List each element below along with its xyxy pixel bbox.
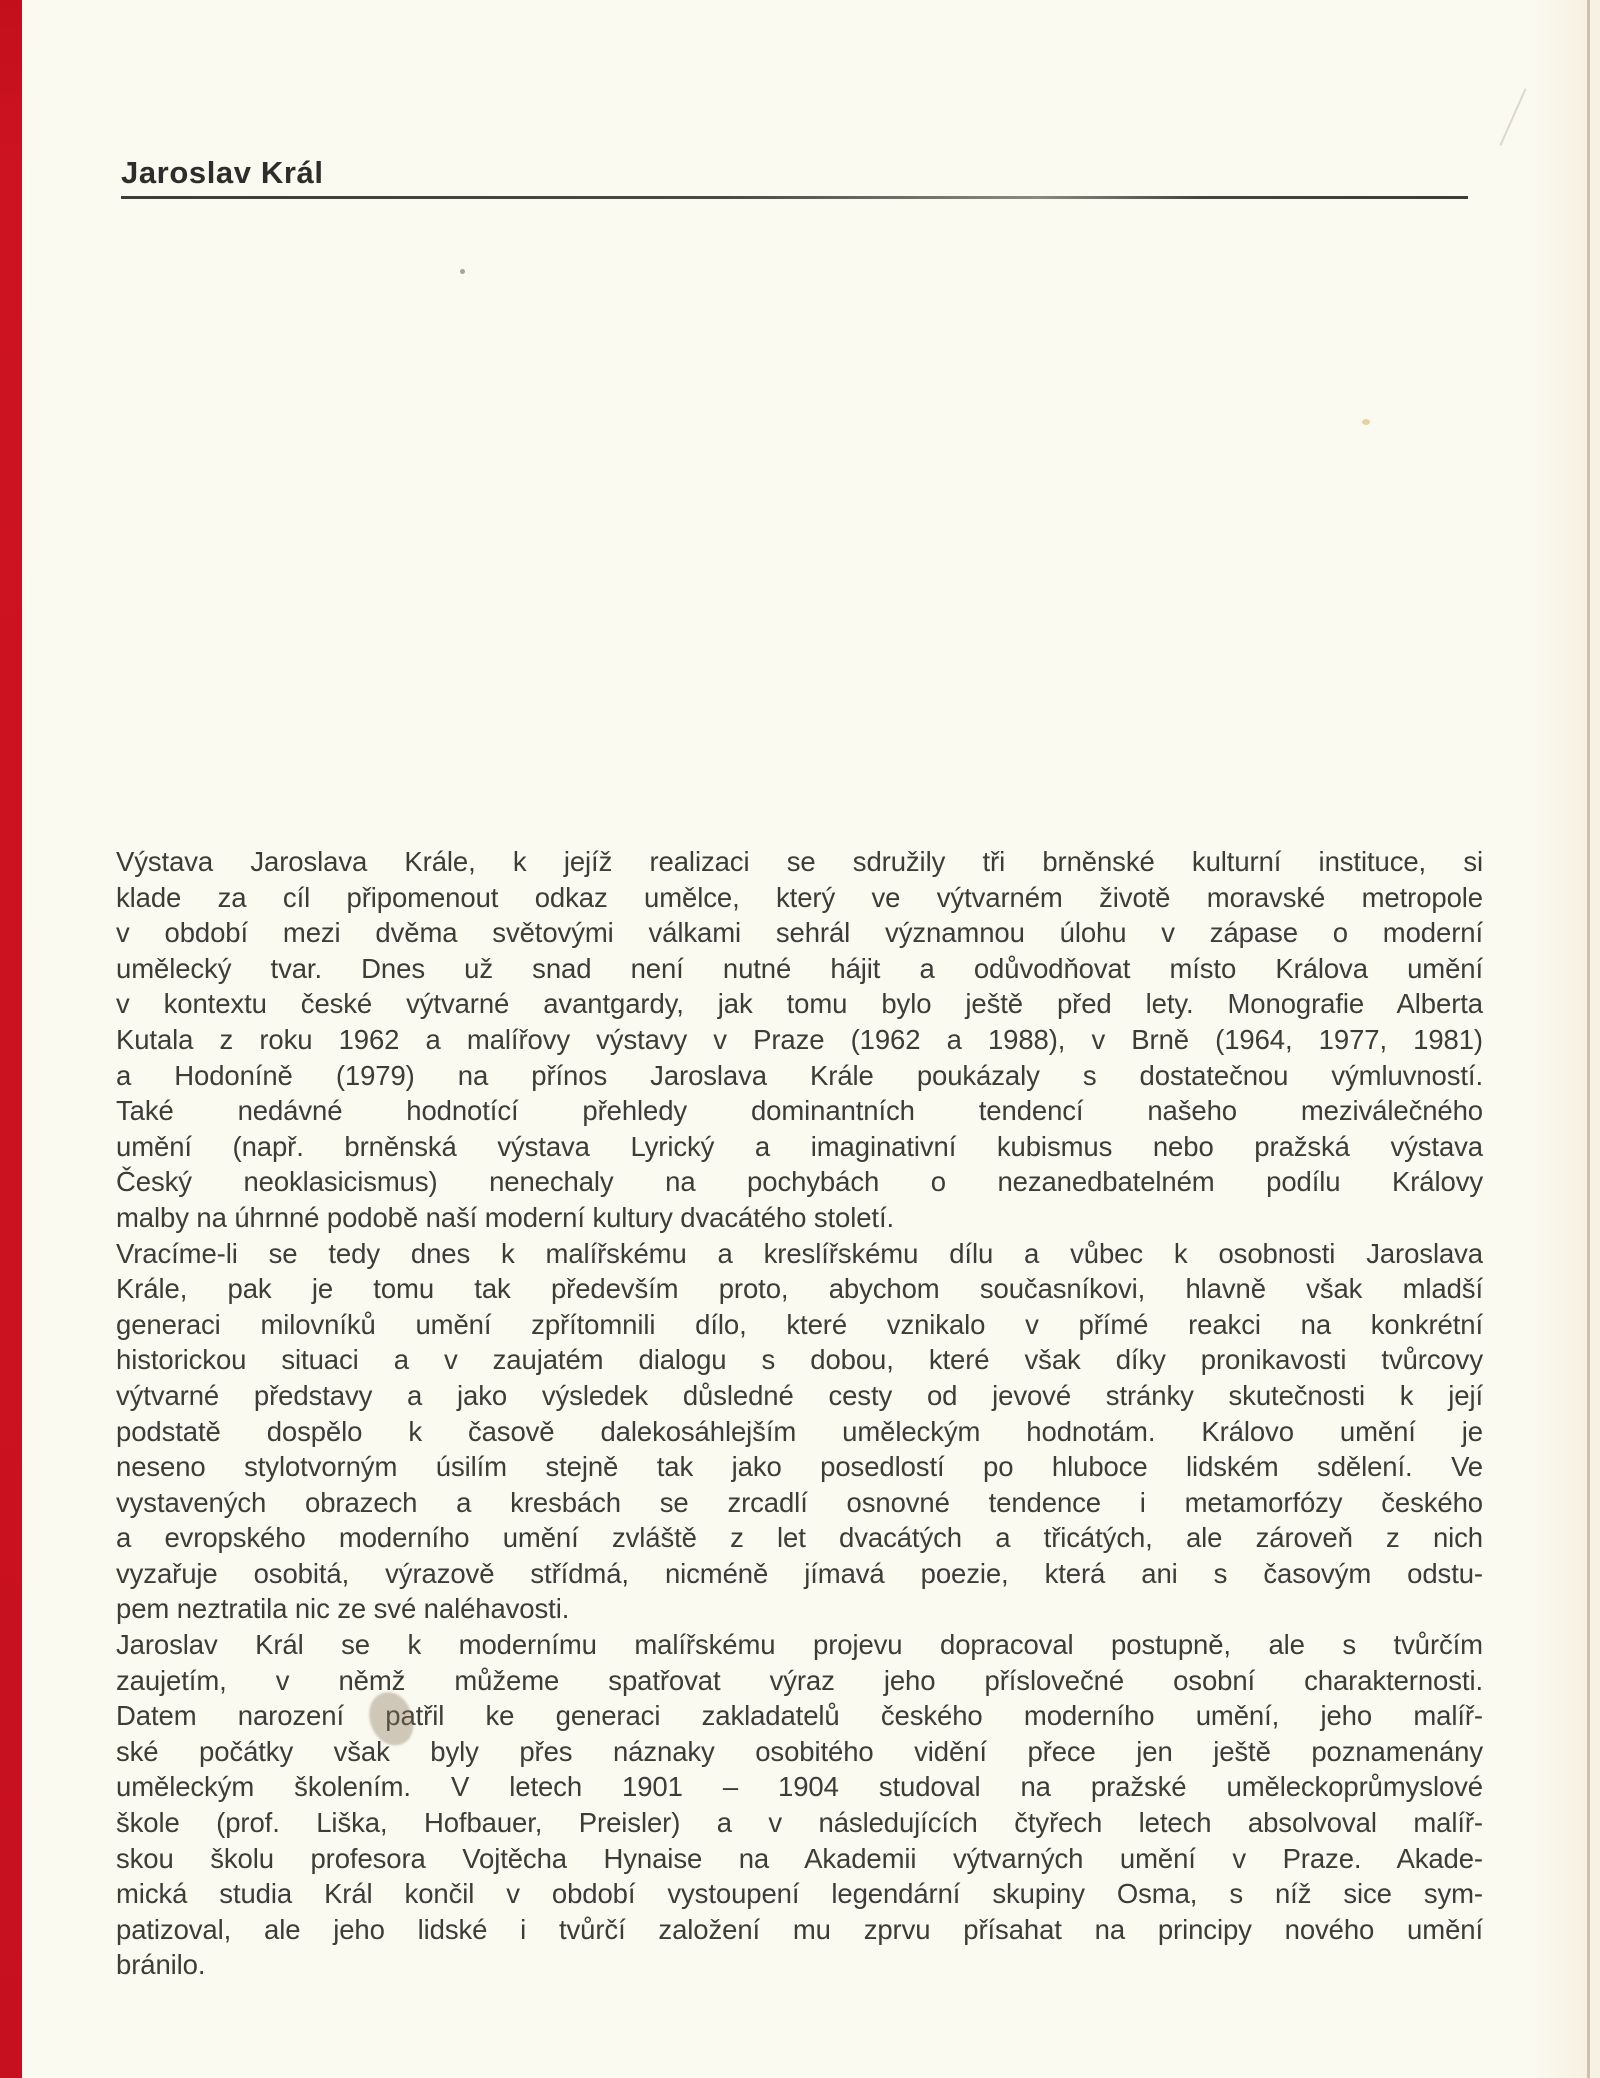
text-line: Datem narození patřil ke generaci zakladatelů českého moderního umění, jeho malíř- — [116, 1700, 1483, 1732]
text-line: malby na úhrnné podobě naší moderní kultury dvacátého století. — [116, 1201, 895, 1233]
page-edge-line — [1587, 0, 1590, 2078]
text-line: umění (např. brněnská výstava Lyrický a imaginativní kubismus nebo pražská výstava — [116, 1130, 1483, 1162]
text-line: ské počátky však byly přes náznaky osobitého vidění přece jen ještě poznamenány — [116, 1735, 1483, 1767]
body-text-block — [116, 844, 1483, 1983]
text-line: patizoval, ale jeho lidské i tvůrčí založení mu zprvu přísahat na principy nového umění — [116, 1913, 1483, 1945]
text-line: škole (prof. Liška, Hofbauer, Preisler) a v následujících čtyřech letech absolvoval malíř- — [116, 1807, 1483, 1839]
text-line: umělecký tvar. Dnes už snad není nutné hájit a odůvodňovat místo Králova umění — [116, 952, 1483, 984]
text-line: Krále, pak je tomu tak především proto, abychom současníkovi, hlavně však mladší — [116, 1273, 1483, 1305]
text-line: Jaroslav Král se k modernímu malířskému projevu dopracoval postupně, ale s tvůrčím — [116, 1629, 1483, 1661]
text-line: výtvarné představy a jako výsledek důsledné cesty od jevové stránky skutečnosti k její — [116, 1379, 1483, 1411]
paper-speck — [460, 269, 465, 274]
text-line: a Hodoníně (1979) na přínos Jaroslava Krále poukázaly s dostatečnou výmluvností. — [116, 1059, 1483, 1091]
text-line: generaci milovníků umění zpřítomnili dílo, které vznikalo v přímé reakci na konkrétní — [116, 1308, 1483, 1340]
text-line: zaujetím, v němž můžeme spatřovat výraz jeho příslovečné osobní charakternosti. — [116, 1664, 1483, 1696]
text-line: Také nedávné hodnotící přehledy dominantních tendencí našeho meziválečného — [116, 1095, 1483, 1127]
text-line: vystavených obrazech a kresbách se zrcadlí osnovné tendence i metamorfózy českého — [116, 1486, 1483, 1518]
text-line: v období mezi dvěma světovými válkami sehrál významnou úlohu v zápase o moderní — [116, 917, 1483, 949]
title-divider-rule — [121, 196, 1468, 199]
text-line: podstatě dospělo k časově dalekosáhlejším uměleckým hodnotám. Královo umění je — [116, 1415, 1483, 1447]
text-line: v kontextu české výtvarné avantgardy, jak tomu bylo ještě před lety. Monografie Alberta — [116, 988, 1483, 1020]
text-line: skou školu profesora Vojtěcha Hynaise na Akademii výtvarných umění v Praze. Akade- — [116, 1842, 1483, 1874]
text-line: uměleckým školením. V letech 1901 – 1904 studoval na pražské uměleckoprůmyslové — [116, 1771, 1483, 1803]
text-line: Český neoklasicismus) nenechaly na pochybách o nezanedbatelném podílu Královy — [116, 1166, 1483, 1198]
text-line: a evropského moderního umění zvláště z let dvacátých a třicátých, ale zároveň z nich — [116, 1522, 1483, 1554]
text-line: pem neztratila nic ze své naléhavosti. — [116, 1593, 570, 1625]
text-line: neseno stylotvorným úsilím stejně tak jako posedlostí po hluboce lidském sdělení. Ve — [116, 1451, 1483, 1483]
text-line: klade za cíl připomenout odkaz umělce, který ve výtvarném životě moravské metropole — [116, 881, 1483, 913]
paper-scratch — [1499, 88, 1526, 145]
text-line: bránilo. — [116, 1949, 206, 1981]
text-line: Výstava Jaroslava Krále, k jejíž realizaci se sdružily tři brněnské kulturní instituce, si — [116, 846, 1483, 877]
paper-speck — [1362, 419, 1370, 425]
red-spine-edge — [0, 0, 22, 2078]
text-line: vyzařuje osobitá, výrazově střídmá, nicméně jímavá poezie, která ani s časovým odstu- — [116, 1557, 1483, 1589]
text-line: Vracíme-li se tedy dnes k malířskému a kreslířskému dílu a vůbec k osobnosti Jaroslava — [116, 1237, 1483, 1269]
text-line: Kutala z roku 1962 a malířovy výstavy v Praze (1962 a 1988), v Brně (1964, 1977, 1981) — [116, 1023, 1483, 1055]
text-line: historickou situaci a v zaujatém dialogu s dobou, které však díky pronikavosti tvůrcovy — [116, 1344, 1483, 1376]
page-title: Jaroslav Král — [121, 154, 324, 190]
text-line: mická studia Král končil v období vystoupení legendární skupiny Osma, s níž sice sym- — [116, 1878, 1483, 1910]
